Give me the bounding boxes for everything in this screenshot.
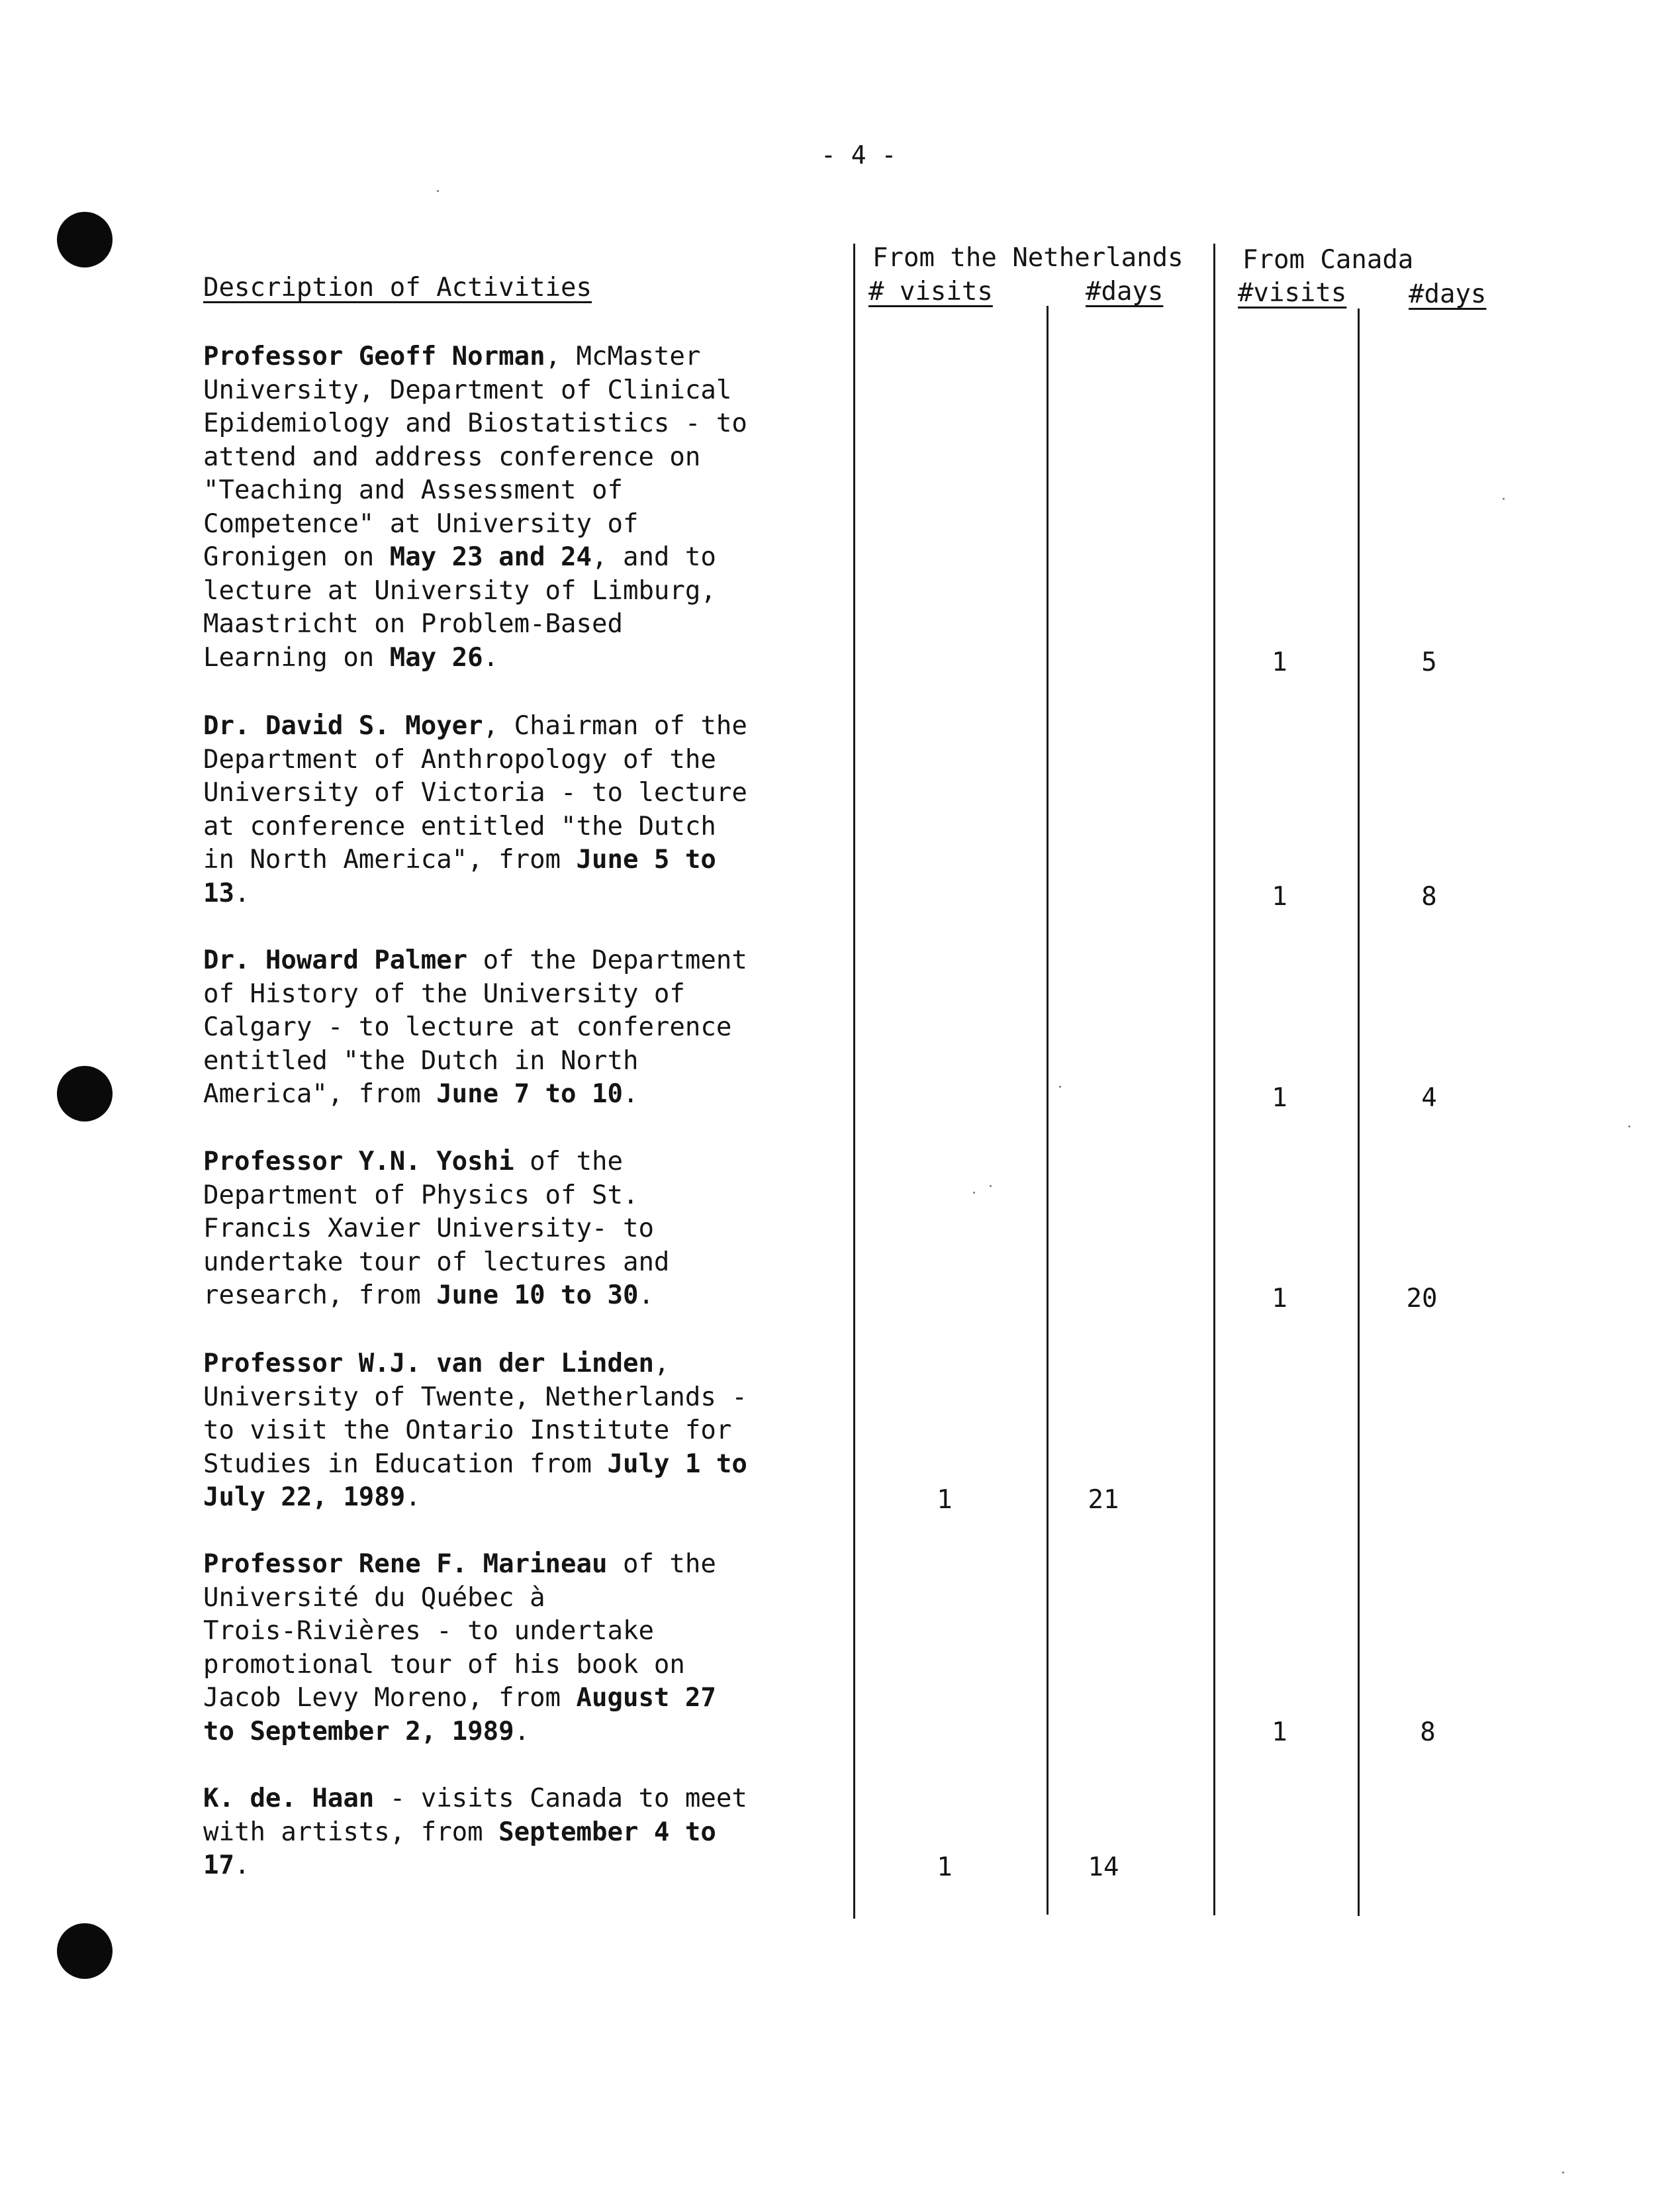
- ca-visits-heading: #visits: [1238, 278, 1347, 308]
- activity-description-7: [203, 1782, 799, 1883]
- bold-text-run: May 23 and 24: [389, 542, 592, 572]
- ca-days-value: 8: [1420, 1717, 1436, 1747]
- ca-visits-value: 1: [1272, 1717, 1287, 1747]
- scan-speck: [990, 1185, 992, 1187]
- ca-visits-value: 1: [1272, 1083, 1287, 1113]
- bold-text-run: Professor Rene F. Marineau: [203, 1549, 608, 1579]
- activity-description-4: [203, 1145, 799, 1313]
- bold-text-run: K. de. Haan: [203, 1784, 375, 1813]
- text-run: .: [234, 878, 250, 908]
- scan-speck: [1628, 1125, 1630, 1127]
- column-rule-left: [853, 244, 855, 1919]
- text-run: of the Department of History of the University of Calgary - to lecture at conference entitled "the Dutch in North America", from: [203, 945, 747, 1109]
- punch-hole-top: [57, 212, 113, 267]
- activity-description-2: [203, 710, 799, 910]
- nl-visits-value: 1: [937, 1852, 953, 1882]
- ca-days-value: 5: [1421, 647, 1437, 677]
- punch-hole-middle: [57, 1066, 113, 1122]
- bold-text-run: Dr. Howard Palmer: [203, 945, 468, 975]
- bold-text-run: May 26: [389, 642, 483, 673]
- text-run: .: [405, 1482, 421, 1512]
- text-run: .: [234, 1850, 250, 1880]
- description-heading: Description of Activities: [203, 273, 592, 303]
- ca-visits-value: 1: [1272, 882, 1287, 912]
- canada-heading: From Canada: [1242, 245, 1414, 275]
- scan-speck: [1503, 498, 1505, 500]
- nl-days-value: 14: [1088, 1852, 1119, 1882]
- ca-visits-value: 1: [1272, 1284, 1287, 1313]
- text-run: , and to lecture at University of Limburg, Maastricht on Problem-Based Learning on: [203, 542, 716, 673]
- scan-speck: [437, 190, 439, 192]
- bold-text-run: June 10 to 30: [436, 1280, 639, 1310]
- activity-description-1: [203, 340, 799, 675]
- text-run: .: [638, 1280, 654, 1310]
- text-run: , Chairman of the Department of Anthropology of the University of Victoria - to lecture at conference entitled "the Dutch in North America", from: [203, 711, 747, 875]
- punch-hole-bottom: [57, 1923, 113, 1979]
- scan-speck: [1562, 2172, 1564, 2173]
- text-run: , University of Twente, Netherlands - to visit the Ontario Institute for Studies in Education from: [203, 1349, 747, 1479]
- column-rule-ca-split: [1358, 309, 1360, 1916]
- text-run: - visits Canada to meet with artists, from: [203, 1784, 747, 1847]
- text-run: of the Université du Québec à Trois-Rivières - to undertake promotional tour of his book on Jacob Levy Moreno, from: [203, 1549, 716, 1713]
- netherlands-heading: From the Netherlands: [872, 243, 1184, 273]
- bold-text-run: August 27 to September 2, 1989: [203, 1683, 716, 1746]
- bold-text-run: Professor Geoff Norman: [203, 342, 545, 371]
- nl-visits-heading: # visits: [868, 277, 993, 307]
- text-run: .: [514, 1716, 530, 1746]
- text-run: .: [622, 1079, 639, 1109]
- ca-days-value: 4: [1421, 1083, 1437, 1113]
- activity-description-3: [203, 944, 799, 1112]
- activity-description-6: [203, 1548, 799, 1748]
- bold-text-run: July 1 to July 22, 1989: [203, 1449, 747, 1512]
- bold-text-run: September 4 to 17: [203, 1817, 716, 1880]
- text-run: , McMaster University, Department of Clinical Epidemiology and Biostatistics - to attend and address conference on "Teaching and Assessment of Competence" at University of Gronigen on: [203, 342, 747, 572]
- bold-text-run: Professor Y.N. Yoshi: [203, 1147, 514, 1176]
- activity-description-5: [203, 1347, 799, 1515]
- column-rule-nl-split: [1047, 306, 1049, 1915]
- scan-speck: [1059, 1086, 1061, 1088]
- nl-visits-value: 1: [937, 1485, 953, 1515]
- ca-days-value: 20: [1406, 1284, 1438, 1313]
- bold-text-run: June 7 to 10: [436, 1079, 623, 1109]
- nl-days-heading: #days: [1086, 277, 1164, 307]
- bold-text-run: June 5 to 13: [203, 845, 716, 908]
- page-number: - 4 -: [821, 140, 897, 169]
- column-rule-middle: [1213, 244, 1215, 1915]
- text-run: .: [483, 642, 499, 673]
- bold-text-run: Dr. David S. Moyer: [203, 711, 483, 741]
- ca-visits-value: 1: [1272, 647, 1287, 677]
- ca-days-heading: #days: [1409, 279, 1487, 309]
- bold-text-run: Professor W.J. van der Linden: [203, 1349, 654, 1378]
- text-run: of the Department of Physics of St. Francis Xavier University- to undertake tour of lectures and research, from: [203, 1147, 670, 1310]
- nl-days-value: 21: [1088, 1485, 1119, 1515]
- ca-days-value: 8: [1421, 882, 1437, 912]
- scan-speck: [973, 1192, 975, 1194]
